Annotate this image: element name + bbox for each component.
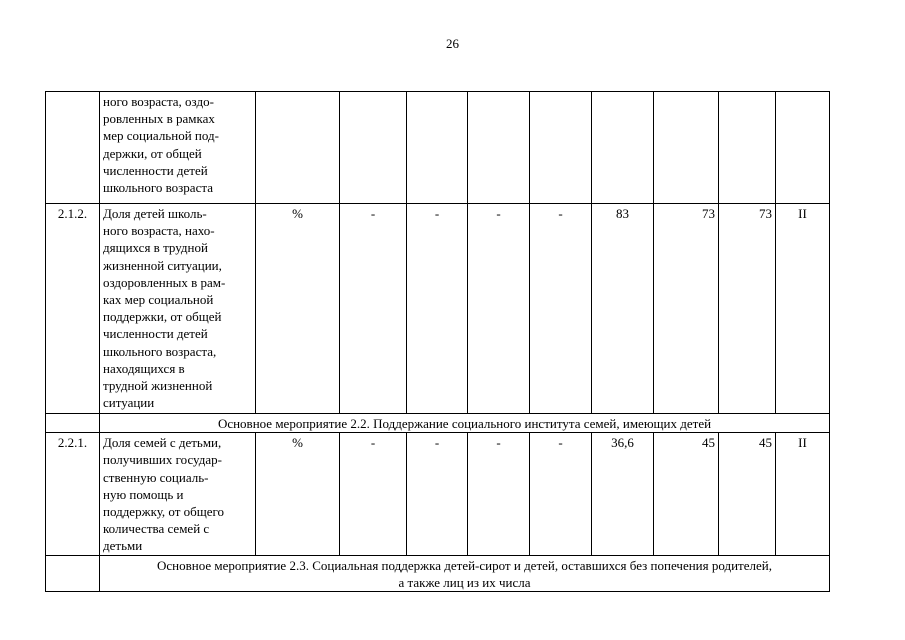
indicator-name: Доля детей школь- ного возраста, нахо- дящихся в трудной жизненной ситуации, оздоровленных в рам- ках мер социальной поддержки, от общей численности детей школьного возраста, находящихся в трудной жизненной ситуации [100,204,256,414]
value-cell: 73 [719,204,776,414]
value-cell: - [530,204,592,414]
unit-cell: % [256,204,340,414]
value-cell: - [530,433,592,555]
value-cell [719,92,776,204]
value-cell: - [468,204,530,414]
value-cell [468,92,530,204]
value-cell [592,92,654,204]
importance-cell [776,92,830,204]
value-cell: - [340,433,407,555]
section-spacer [46,414,100,433]
indicators-table [45,91,830,592]
section-heading [100,555,830,591]
page-number: 26 [446,36,459,51]
value-cell: 45 [654,433,719,555]
section-row [46,555,830,591]
table-row [46,92,830,204]
section-row [46,414,830,433]
value-cell: 83 [592,204,654,414]
row-number: 2.2.1. [46,433,100,555]
value-cell [340,92,407,204]
value-cell [407,92,468,204]
value-cell [530,92,592,204]
row-number: 2.1.2. [46,204,100,414]
indicator-name: Доля семей с детьми, получивших государ- ственную социаль- ную помощь и поддержку, от общего количества семей с детьми [100,433,256,555]
value-cell: 45 [719,433,776,555]
importance-cell: II [776,204,830,414]
value-cell: - [407,204,468,414]
value-cell: - [340,204,407,414]
indicator-name: ного возраста, оздо- ровленных в рамках мер социальной под- держки, от общей численности детей школьного возраста [100,92,256,204]
value-cell [654,92,719,204]
value-cell: 73 [654,204,719,414]
value-cell: - [468,433,530,555]
unit-cell: % [256,433,340,555]
section-heading-line: Основное мероприятие 2.3. Социальная поддержка детей-сирот и детей, оставшихся без попечения родителей, [157,557,772,573]
unit-cell [256,92,340,204]
importance-cell: II [776,433,830,555]
value-cell: 36,6 [592,433,654,555]
section-spacer [46,555,100,591]
section-heading-line: Основное мероприятие 2.2. Поддержание социального института семей, имеющих детей [217,416,712,431]
section-heading-line: а также лиц из их числа [398,574,531,590]
table-row [46,204,830,414]
row-number [46,92,100,204]
section-heading [100,414,830,433]
table-row [46,433,830,555]
value-cell: - [407,433,468,555]
